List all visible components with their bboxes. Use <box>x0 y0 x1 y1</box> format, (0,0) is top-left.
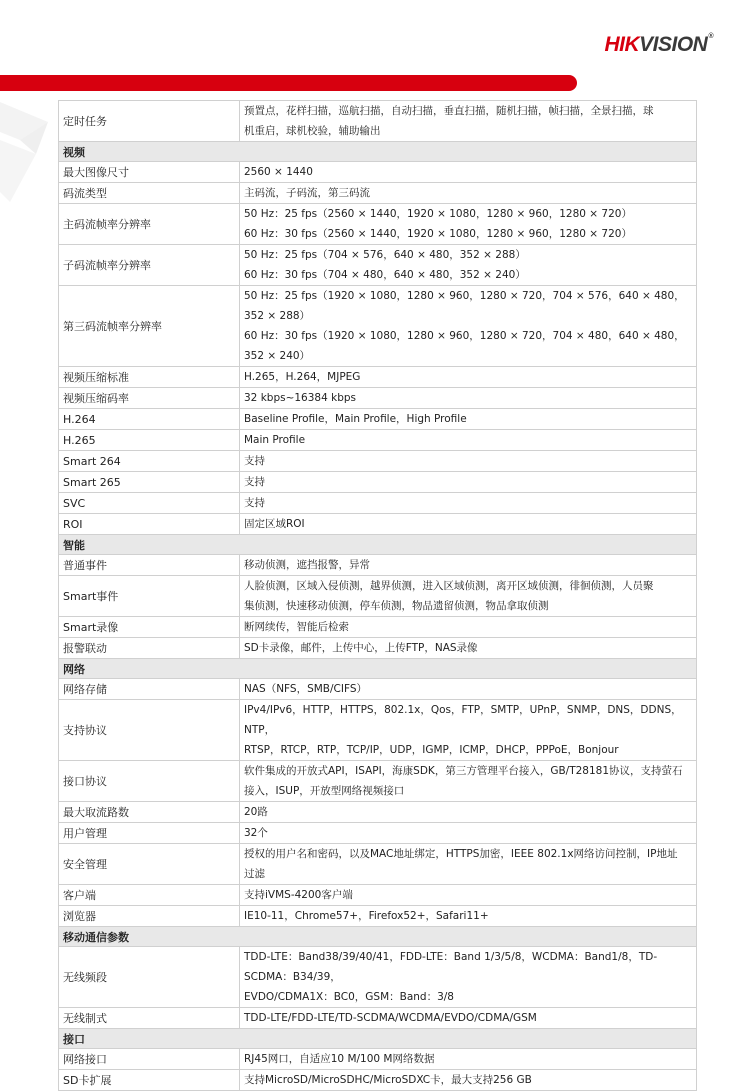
spec-row <box>59 245 697 286</box>
spec-value-line: 移动侦测，遮挡报警，异常 <box>244 559 370 571</box>
spec-row <box>59 451 697 472</box>
spec-value-line: SD卡录像，邮件，上传中心，上传FTP，NAS录像 <box>244 642 478 654</box>
spec-value-line: 支持MicroSD/MicroSDHC/MicroSDXC卡，最大支持256 GB <box>244 1074 532 1086</box>
spec-key: 客户端 <box>59 885 240 906</box>
spec-key: 视频压缩标准 <box>59 367 240 388</box>
spec-value-line: 60 Hz：30 fps（1920 × 1080，1280 × 960，1280 × 720，704 × 480，640 × 480，352 × 240） <box>244 330 685 362</box>
spec-value-line: 授权的用户名和密码，以及MAC地址绑定，HTTPS加密，IEEE 802.1x网络访问控制，IP地址 <box>244 848 678 860</box>
spec-value <box>240 245 697 286</box>
spec-value <box>240 823 697 844</box>
spec-value <box>240 844 697 885</box>
spec-key: H.265 <box>59 430 240 451</box>
spec-value <box>240 204 697 245</box>
spec-table <box>58 100 697 1091</box>
spec-value-line: Main Profile <box>244 434 306 446</box>
spec-value-line: TDD-LTE/FDD-LTE/TD-SCDMA/WCDMA/EVDO/CDMA/GSM <box>244 1012 537 1024</box>
spec-value <box>240 617 697 638</box>
spec-value <box>240 555 697 576</box>
spec-row <box>59 885 697 906</box>
spec-key: 码流类型 <box>59 183 240 204</box>
spec-row <box>59 700 697 761</box>
spec-row <box>59 844 697 885</box>
spec-row <box>59 617 697 638</box>
spec-value-line: 机重启，球机校验，辅助输出 <box>244 125 381 137</box>
spec-row <box>59 1070 697 1091</box>
header-red-bar <box>0 75 577 91</box>
spec-row <box>59 409 697 430</box>
spec-value-line: 预置点，花样扫描，巡航扫描，自动扫描，垂直扫描，随机扫描，帧扫描，全景扫描，球 <box>244 105 654 117</box>
section-title: 移动通信参数 <box>59 927 697 947</box>
spec-row <box>59 367 697 388</box>
logo-registered: ® <box>708 33 713 40</box>
spec-value <box>240 947 697 1008</box>
spec-value <box>240 761 697 802</box>
spec-value-line: IPv4/IPv6，HTTP，HTTPS，802.1x，Qos，FTP，SMTP，UPnP，SNMP，DNS，DDNS，NTP， <box>244 704 682 736</box>
spec-row <box>59 472 697 493</box>
spec-row <box>59 638 697 659</box>
spec-value-line: 32个 <box>244 827 268 839</box>
spec-key: SD卡扩展 <box>59 1070 240 1091</box>
spec-value <box>240 700 697 761</box>
spec-value-line: 支持 <box>244 497 265 509</box>
spec-value <box>240 430 697 451</box>
spec-value-line: 20路 <box>244 806 268 818</box>
spec-key: 普通事件 <box>59 555 240 576</box>
spec-value-line: Baseline Profile，Main Profile，High Profile <box>244 413 467 425</box>
spec-value <box>240 101 697 142</box>
spec-value-line: 过滤 <box>244 868 265 880</box>
spec-value-line: 断网续传，智能后检索 <box>244 621 349 633</box>
spec-value-line: 32 kbps~16384 kbps <box>244 392 356 404</box>
spec-row <box>59 493 697 514</box>
spec-value <box>240 514 697 535</box>
spec-value-line: 主码流，子码流，第三码流 <box>244 187 370 199</box>
spec-key: 网络接口 <box>59 1049 240 1070</box>
section-title: 视频 <box>59 142 697 162</box>
spec-value-line: 人脸侦测，区域入侵侦测，越界侦测，进入区域侦测，离开区域侦测，徘徊侦测，人员聚 <box>244 580 654 592</box>
spec-row <box>59 514 697 535</box>
spec-key: 无线制式 <box>59 1008 240 1029</box>
section-header <box>59 535 697 555</box>
spec-value <box>240 472 697 493</box>
spec-value <box>240 906 697 927</box>
spec-value <box>240 183 697 204</box>
spec-key: 支持协议 <box>59 700 240 761</box>
section-title: 接口 <box>59 1029 697 1049</box>
spec-value <box>240 802 697 823</box>
decorative-watermark <box>0 92 60 212</box>
spec-key: 用户管理 <box>59 823 240 844</box>
logo-vision: VISION <box>639 33 708 56</box>
spec-value-line: IE10-11，Chrome57+，Firefox52+，Safari11+ <box>244 910 489 922</box>
spec-value-line: 软件集成的开放式API，ISAPI，海康SDK，第三方管理平台接入，GB/T28181协议，支持萤石 <box>244 765 683 777</box>
spec-value <box>240 576 697 617</box>
spec-key: 网络存储 <box>59 679 240 700</box>
spec-row <box>59 823 697 844</box>
spec-value-line: 2560 × 1440 <box>244 166 313 178</box>
spec-key: 最大取流路数 <box>59 802 240 823</box>
spec-value <box>240 409 697 430</box>
spec-value-line: TDD-LTE：Band38/39/40/41，FDD-LTE：Band 1/3/5/8，WCDMA：Band1/8，TD-SCDMA：B34/39， <box>244 951 658 983</box>
section-header <box>59 927 697 947</box>
spec-row <box>59 802 697 823</box>
spec-value-line: H.265，H.264，MJPEG <box>244 371 361 383</box>
spec-key: 定时任务 <box>59 101 240 142</box>
section-header <box>59 1029 697 1049</box>
spec-row <box>59 183 697 204</box>
spec-row <box>59 576 697 617</box>
spec-key: Smart事件 <box>59 576 240 617</box>
spec-value <box>240 1049 697 1070</box>
spec-row <box>59 204 697 245</box>
spec-table-body <box>59 101 697 1091</box>
spec-value-line: EVDO/CDMA1X：BC0，GSM：Band：3/8 <box>244 991 454 1003</box>
spec-value <box>240 162 697 183</box>
section-title: 智能 <box>59 535 697 555</box>
section-header <box>59 142 697 162</box>
spec-key: 最大图像尺寸 <box>59 162 240 183</box>
section-header <box>59 659 697 679</box>
spec-value <box>240 367 697 388</box>
spec-key: 主码流帧率分辨率 <box>59 204 240 245</box>
spec-key: Smart 265 <box>59 472 240 493</box>
spec-key: Smart录像 <box>59 617 240 638</box>
spec-key: 第三码流帧率分辨率 <box>59 286 240 367</box>
spec-row <box>59 679 697 700</box>
spec-value <box>240 388 697 409</box>
spec-value <box>240 638 697 659</box>
spec-key: SVC <box>59 493 240 514</box>
spec-key: 安全管理 <box>59 844 240 885</box>
spec-key: 子码流帧率分辨率 <box>59 245 240 286</box>
spec-value <box>240 1008 697 1029</box>
logo-hik: HIK <box>604 33 640 56</box>
spec-value <box>240 1070 697 1091</box>
spec-key: ROI <box>59 514 240 535</box>
spec-value <box>240 885 697 906</box>
spec-key: 报警联动 <box>59 638 240 659</box>
spec-value-line: 支持 <box>244 476 265 488</box>
spec-row <box>59 947 697 1008</box>
spec-value-line: 固定区域ROI <box>244 518 305 530</box>
spec-value-line: 支持iVMS-4200客户端 <box>244 889 353 901</box>
spec-value <box>240 679 697 700</box>
spec-value <box>240 286 697 367</box>
spec-row <box>59 388 697 409</box>
spec-value-line: 集侦测，快速移动侦测，停车侦测，物品遗留侦测，物品拿取侦测 <box>244 600 549 612</box>
spec-key: 接口协议 <box>59 761 240 802</box>
spec-row <box>59 761 697 802</box>
section-title: 网络 <box>59 659 697 679</box>
spec-value-line: 50 Hz：25 fps（704 × 576，640 × 480，352 × 288） <box>244 249 526 261</box>
spec-value-line: RJ45网口，自适应10 M/100 M网络数据 <box>244 1053 435 1065</box>
spec-value-line: 50 Hz：25 fps（2560 × 1440，1920 × 1080，1280 × 960，1280 × 720） <box>244 208 632 220</box>
spec-value <box>240 493 697 514</box>
spec-key: 浏览器 <box>59 906 240 927</box>
spec-value-line: RTSP，RTCP，RTP，TCP/IP，UDP，IGMP，ICMP，DHCP，PPPoE，Bonjour <box>244 744 619 756</box>
spec-row <box>59 286 697 367</box>
spec-row <box>59 430 697 451</box>
hikvision-logo <box>604 33 713 57</box>
spec-row <box>59 162 697 183</box>
spec-key: 无线频段 <box>59 947 240 1008</box>
spec-value-line: 60 Hz：30 fps（704 × 480，640 × 480，352 × 240） <box>244 269 526 281</box>
spec-value-line: 50 Hz：25 fps（1920 × 1080，1280 × 960，1280 × 720，704 × 576，640 × 480，352 × 288） <box>244 290 685 322</box>
spec-value <box>240 451 697 472</box>
spec-row <box>59 906 697 927</box>
spec-row <box>59 1049 697 1070</box>
spec-key: H.264 <box>59 409 240 430</box>
spec-row <box>59 1008 697 1029</box>
spec-row <box>59 101 697 142</box>
spec-value-line: 支持 <box>244 455 265 467</box>
spec-value-line: 接入，ISUP，开放型网络视频接口 <box>244 785 405 797</box>
spec-value-line: 60 Hz：30 fps（2560 × 1440，1920 × 1080，1280 × 960，1280 × 720） <box>244 228 632 240</box>
spec-value-line: NAS（NFS，SMB/CIFS） <box>244 683 367 695</box>
spec-key: 视频压缩码率 <box>59 388 240 409</box>
spec-key: Smart 264 <box>59 451 240 472</box>
spec-row <box>59 555 697 576</box>
